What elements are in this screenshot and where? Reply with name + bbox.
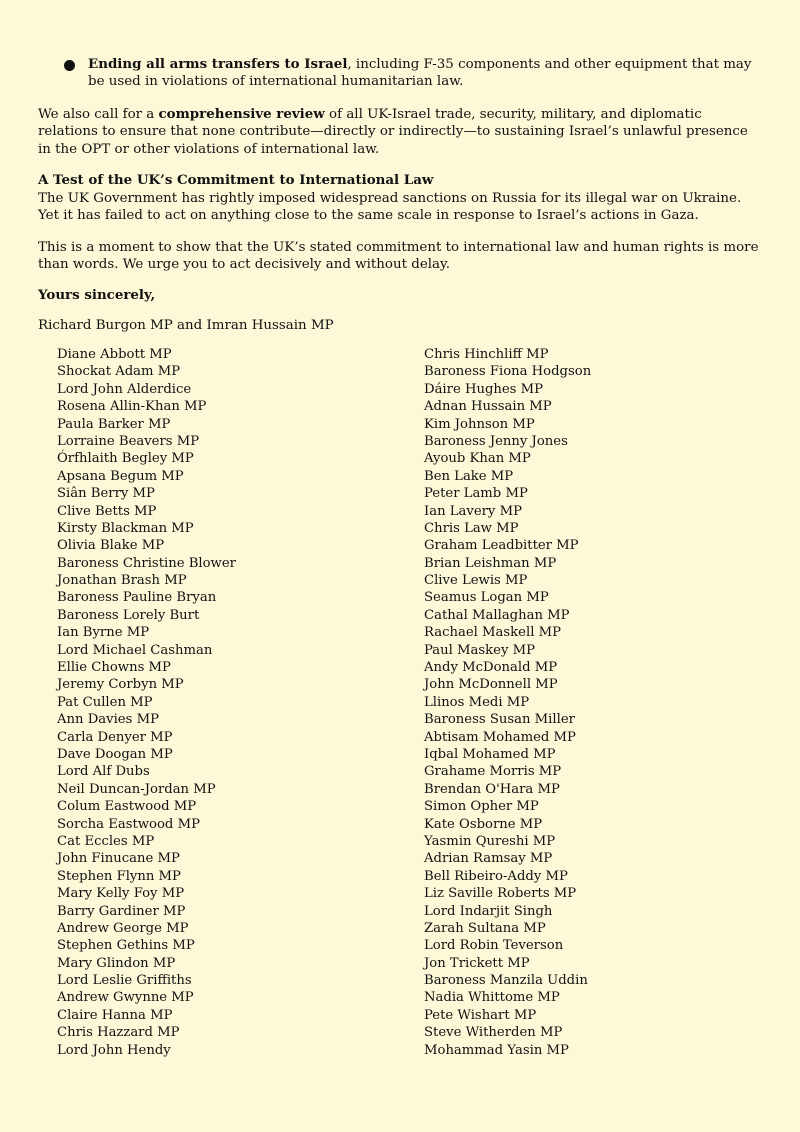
- signatory-name: Ian Lavery MP: [424, 503, 522, 519]
- signatory-name: Liz Saville Roberts MP: [424, 886, 577, 902]
- signatory-name: Baroness Fiona Hodgson: [424, 364, 592, 380]
- signatory-name: Abtisam Mohamed MP: [424, 729, 576, 745]
- signatory-name: Lord Alf Dubs: [57, 764, 150, 780]
- authors-line: Richard Burgon MP and Imran Hussain MP: [38, 318, 334, 333]
- signatory-name: Siân Berry MP: [57, 486, 155, 502]
- signatory-name: Apsana Begum MP: [57, 468, 184, 484]
- signatory-name: Ellie Chowns MP: [57, 660, 171, 676]
- signatory-name: Nadia Whittome MP: [424, 990, 560, 1006]
- signatory-name: Baroness Lorely Burt: [57, 607, 200, 623]
- signatory-name: Claire Hanna MP: [57, 1007, 173, 1023]
- signatory-name: Diane Abbott MP: [57, 347, 172, 362]
- signatory-name: Sorcha Eastwood MP: [57, 816, 200, 832]
- signatory-name: Andrew Gwynne MP: [57, 990, 194, 1006]
- bullet-dot-icon: [64, 60, 75, 71]
- signatory-name: Ayoub Khan MP: [424, 451, 531, 467]
- signatory-name: Lorraine Beavers MP: [57, 433, 200, 449]
- signatory-name: Bell Ribeiro-Addy MP: [424, 868, 568, 884]
- signatory-name: Lord Leslie Griffiths: [57, 973, 192, 989]
- signatory-name: Dáire Hughes MP: [424, 381, 544, 397]
- signatory-name: Kim Johnson MP: [424, 416, 535, 432]
- signatory-name: Zarah Sultana MP: [424, 920, 546, 936]
- signatory-name: Chris Hazzard MP: [57, 1025, 180, 1041]
- moment-paragraph: This is a moment to show that the UK’s stated commitment to international law and human rights is more than words. We urge you to act decisively and without delay.: [38, 240, 759, 273]
- call-bold-text: comprehensive review: [158, 106, 325, 122]
- signatory-name: Jon Trickett MP: [424, 955, 530, 971]
- signatory-name: Clive Lewis MP: [424, 573, 528, 589]
- signatory-name: Jonathan Brash MP: [57, 573, 187, 589]
- signatory-name: Brendan O'Hara MP: [424, 781, 560, 797]
- signatory-name: Steve Witherden MP: [424, 1025, 563, 1041]
- signatory-name: Lord John Hendy: [57, 1042, 171, 1058]
- signatory-name: Mohammad Yasin MP: [424, 1042, 569, 1058]
- signatories-right-column: [424, 346, 591, 1059]
- section-heading: A Test of the UK’s Commitment to International Law: [38, 172, 434, 188]
- signatories-left-column: [57, 346, 236, 1059]
- signatory-name: Stephen Gethins MP: [57, 938, 195, 954]
- signatory-name: Olivia Blake MP: [57, 538, 165, 554]
- signatory-name: Lord John Alderdice: [57, 381, 192, 397]
- signatory-name: John Finucane MP: [57, 851, 180, 867]
- signatory-name: Llinos Medi MP: [424, 694, 530, 710]
- signatory-name: Baroness Susan Miller: [424, 712, 575, 728]
- signatory-name: Mary Glindon MP: [57, 955, 176, 971]
- signatory-name: Clive Betts MP: [57, 503, 157, 519]
- signatory-name: Chris Hinchliff MP: [424, 347, 549, 362]
- signatory-name: Rachael Maskell MP: [424, 625, 561, 641]
- signatory-name: Colum Eastwood MP: [57, 799, 197, 815]
- signatory-name: Mary Kelly Foy MP: [57, 886, 185, 902]
- signatory-name: Baroness Christine Blower: [57, 555, 236, 571]
- signatory-name: Pete Wishart MP: [424, 1007, 537, 1023]
- signatory-name: Brian Leishman MP: [424, 555, 557, 571]
- signatory-name: Dave Doogan MP: [57, 746, 173, 762]
- signatory-name: Baroness Jenny Jones: [424, 433, 568, 449]
- call-post-text: of all UK-Israel trade, security, military, and diplomatic relations to ensure that none contribute—directly or indirectly—to sustaining Israel’s unlawful presence in the OPT or other violations of international law.: [38, 107, 748, 157]
- signatory-name: Baroness Manzila Uddin: [424, 973, 588, 989]
- signatory-name: John McDonnell MP: [424, 677, 558, 693]
- bullet-bold-text: Ending all arms transfers to Israel: [88, 56, 348, 72]
- signatory-name: Cat Eccles MP: [57, 833, 155, 849]
- signatory-name: Carla Denyer MP: [57, 729, 173, 745]
- signatory-name: Cathal Mallaghan MP: [424, 607, 570, 623]
- signatory-name: Jeremy Corbyn MP: [57, 677, 184, 693]
- call-pre-text: We also call for a: [38, 107, 159, 122]
- signatory-name: Yasmin Qureshi MP: [424, 833, 556, 849]
- signatory-name: Ben Lake MP: [424, 468, 514, 484]
- signatory-name: Pat Cullen MP: [57, 694, 153, 710]
- signatory-name: Lord Robin Teverson: [424, 938, 564, 954]
- signatory-name: Seamus Logan MP: [424, 590, 549, 606]
- signatory-name: Lord Michael Cashman: [57, 642, 213, 658]
- signatory-name: Grahame Morris MP: [424, 764, 562, 780]
- signatory-name: Iqbal Mohamed MP: [424, 746, 556, 762]
- bullet-item: [64, 56, 764, 91]
- signatory-name: Andrew George MP: [57, 920, 189, 936]
- signatory-name: Simon Opher MP: [424, 799, 539, 815]
- signatory-name: Graham Leadbitter MP: [424, 538, 579, 554]
- closing-salutation: Yours sincerely,: [38, 287, 156, 303]
- signatory-name: Chris Law MP: [424, 520, 519, 536]
- bullet-text: [88, 56, 764, 91]
- call-paragraph: [38, 106, 763, 158]
- signatory-name: Andy McDonald MP: [424, 660, 558, 676]
- signatory-name: Stephen Flynn MP: [57, 868, 181, 884]
- signatory-name: Shockat Adam MP: [57, 364, 181, 380]
- signatory-name: Barry Gardiner MP: [57, 903, 186, 919]
- signatory-name: Ann Davies MP: [57, 712, 159, 728]
- signatory-name: Órfhlaith Begley MP: [57, 451, 194, 467]
- signatory-name: Ian Byrne MP: [57, 625, 150, 641]
- signatory-name: Kirsty Blackman MP: [57, 520, 194, 536]
- signatory-name: Baroness Pauline Bryan: [57, 590, 217, 606]
- signatory-name: Peter Lamb MP: [424, 486, 528, 502]
- signatory-name: Kate Osborne MP: [424, 816, 543, 832]
- signatory-name: Adrian Ramsay MP: [424, 851, 553, 867]
- signatory-name: Paula Barker MP: [57, 416, 171, 432]
- signatory-name: Paul Maskey MP: [424, 642, 535, 658]
- bullet-rest-text: , including F-35 components and other equipment that may be used in violations of international humanitarian law.: [88, 57, 752, 90]
- signatory-name: Lord Indarjit Singh: [424, 903, 553, 919]
- signatory-name: Rosena Allin-Khan MP: [57, 399, 207, 415]
- signatory-name: Neil Duncan-Jordan MP: [57, 781, 216, 797]
- signatory-name: Adnan Hussain MP: [424, 399, 552, 415]
- section-body: The UK Government has rightly imposed widespread sanctions on Russia for its illegal war on Ukraine. Yet it has failed to act on anything close to the same scale in response to Israel’s actions in Gaza.: [38, 191, 742, 224]
